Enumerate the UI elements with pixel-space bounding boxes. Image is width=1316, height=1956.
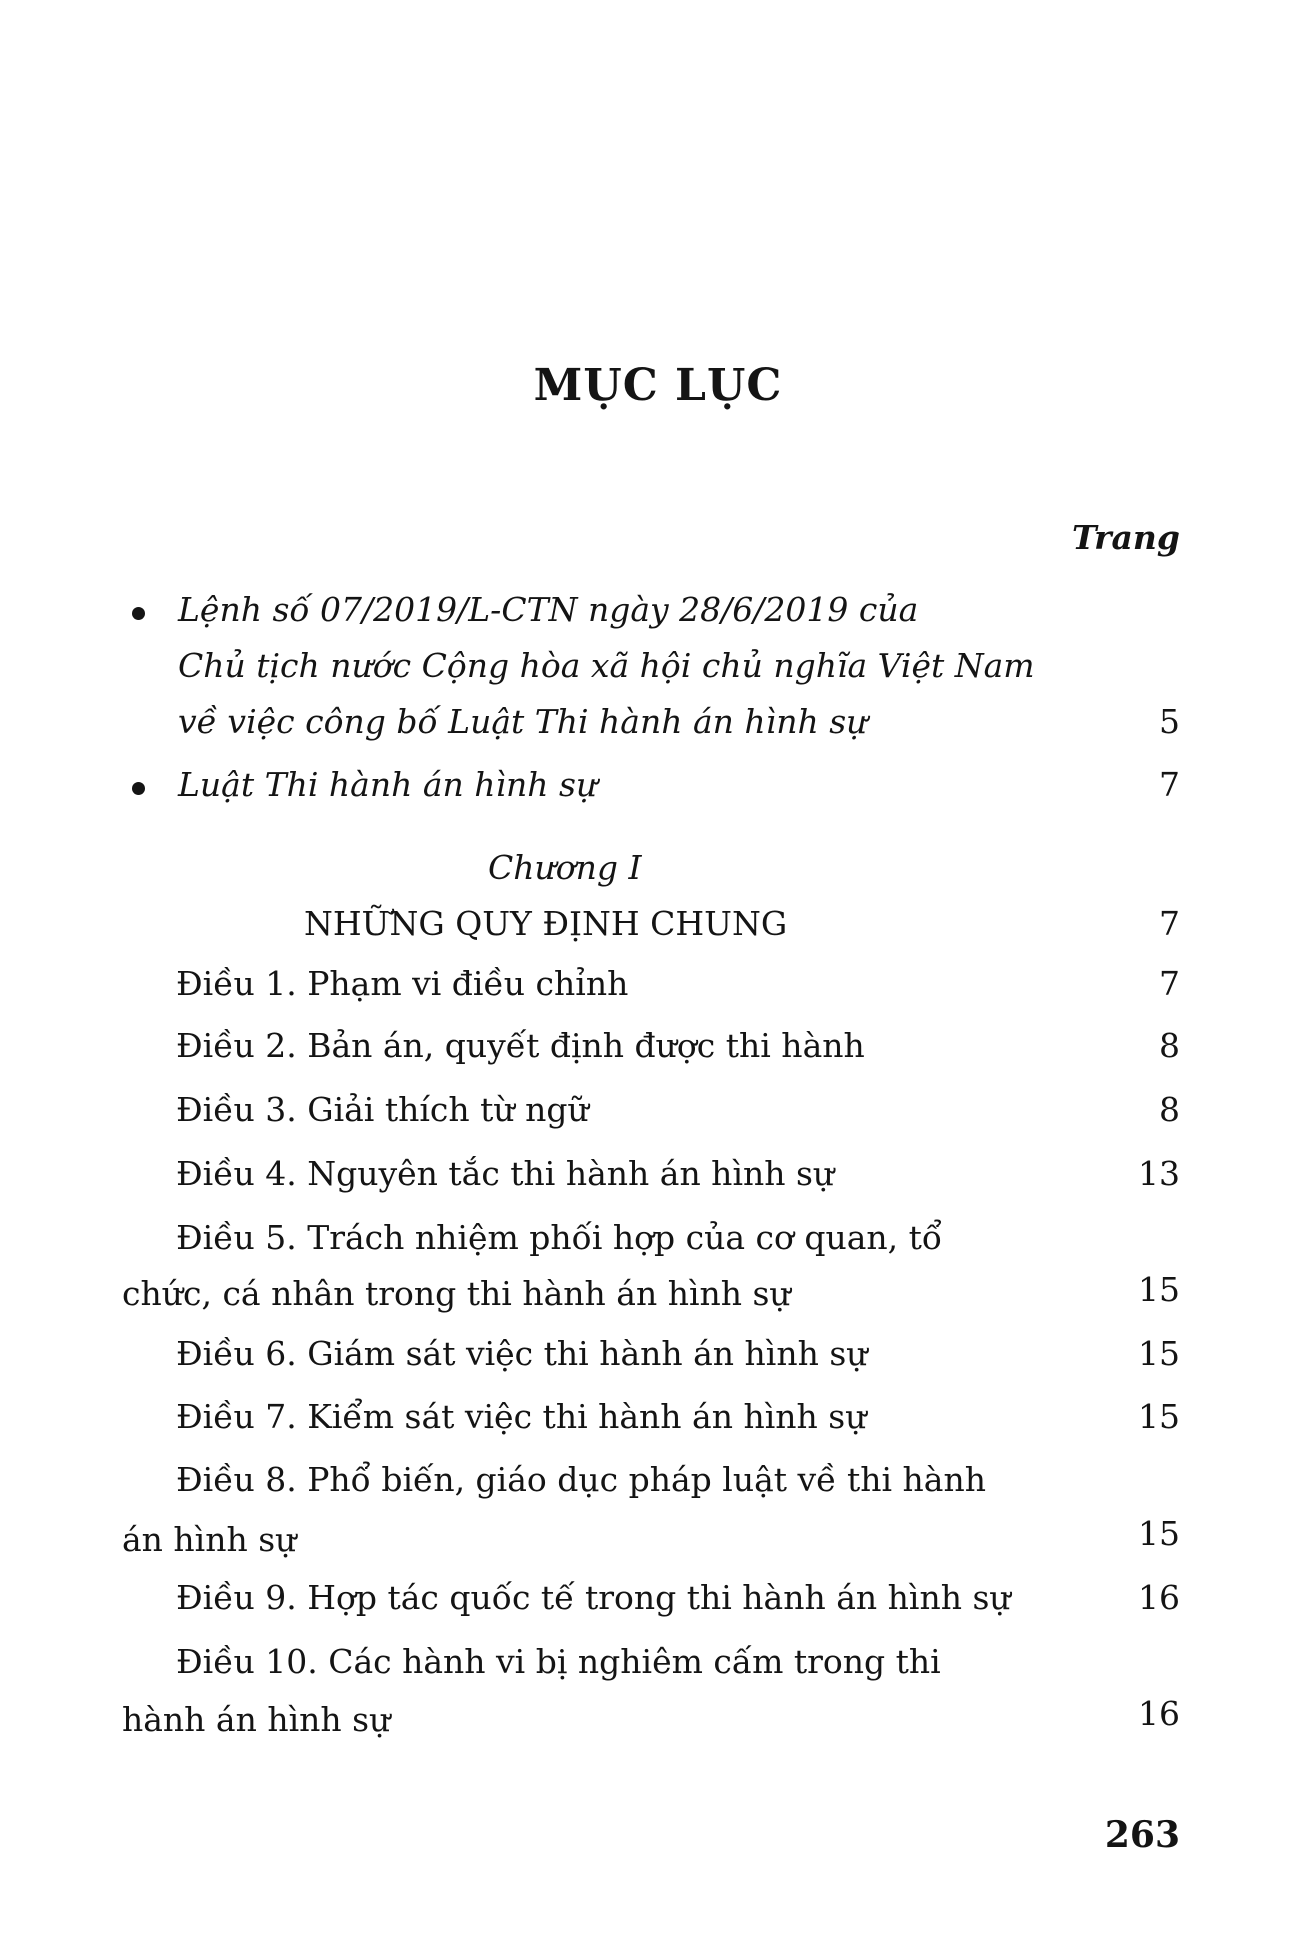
chapter-page: 7 [1159, 904, 1180, 943]
front-entry-1-page: 5 [1159, 702, 1180, 741]
chapter-label: Chương I [488, 848, 642, 887]
article-2-page: 8 [1159, 1026, 1180, 1065]
article-3-page: 8 [1159, 1090, 1180, 1129]
article-7-page: 15 [1138, 1397, 1180, 1436]
front-entry-1-line-3: về việc công bố Luật Thi hành án hình sự [178, 702, 868, 741]
article-5-page: 15 [1138, 1270, 1180, 1309]
article-10-page: 16 [1138, 1694, 1180, 1733]
bullet-icon [132, 607, 145, 620]
article-5-line-2: chức, cá nhân trong thi hành án hình sự [122, 1274, 791, 1313]
article-7: Điều 7. Kiểm sát việc thi hành án hình sự [176, 1397, 867, 1436]
front-entry-1-line-2: Chủ tịch nước Cộng hòa xã hội chủ nghĩa Việt Nam [178, 646, 1035, 685]
article-9-page: 16 [1138, 1578, 1180, 1617]
front-entry-2-line-1: Luật Thi hành án hình sự [178, 765, 598, 804]
article-5-line-1: Điều 5. Trách nhiệm phối hợp của cơ quan, tổ [176, 1218, 943, 1257]
article-10-line-2: hành án hình sự [122, 1700, 391, 1739]
page-number: 263 [1104, 1814, 1180, 1856]
article-1: Điều 1. Phạm vi điều chỉnh [176, 964, 629, 1003]
article-6: Điều 6. Giám sát việc thi hành án hình sự [176, 1334, 868, 1373]
page-title: MỤC LỤC [533, 360, 783, 411]
article-8-line-2: án hình sự [122, 1520, 297, 1559]
article-4-page: 13 [1138, 1154, 1180, 1193]
bullet-icon [132, 782, 145, 795]
article-8-line-1: Điều 8. Phổ biến, giáo dục pháp luật về thi hành [176, 1460, 986, 1499]
front-entry-2-page: 7 [1159, 765, 1180, 804]
article-10-line-1: Điều 10. Các hành vi bị nghiêm cấm trong thi [176, 1642, 941, 1681]
article-1-page: 7 [1159, 964, 1180, 1003]
article-6-page: 15 [1138, 1334, 1180, 1373]
front-entry-1-line-1: Lệnh số 07/2019/L-CTN ngày 28/6/2019 của [178, 590, 919, 629]
article-8-page: 15 [1138, 1514, 1180, 1553]
article-3: Điều 3. Giải thích từ ngữ [176, 1090, 589, 1129]
article-2: Điều 2. Bản án, quyết định được thi hành [176, 1026, 865, 1065]
article-4: Điều 4. Nguyên tắc thi hành án hình sự [176, 1154, 835, 1193]
chapter-title: NHỮNG QUY ĐỊNH CHUNG [304, 904, 788, 943]
article-9: Điều 9. Hợp tác quốc tế trong thi hành án hình sự [176, 1578, 1011, 1617]
page-column-label: Trang [1072, 518, 1180, 557]
